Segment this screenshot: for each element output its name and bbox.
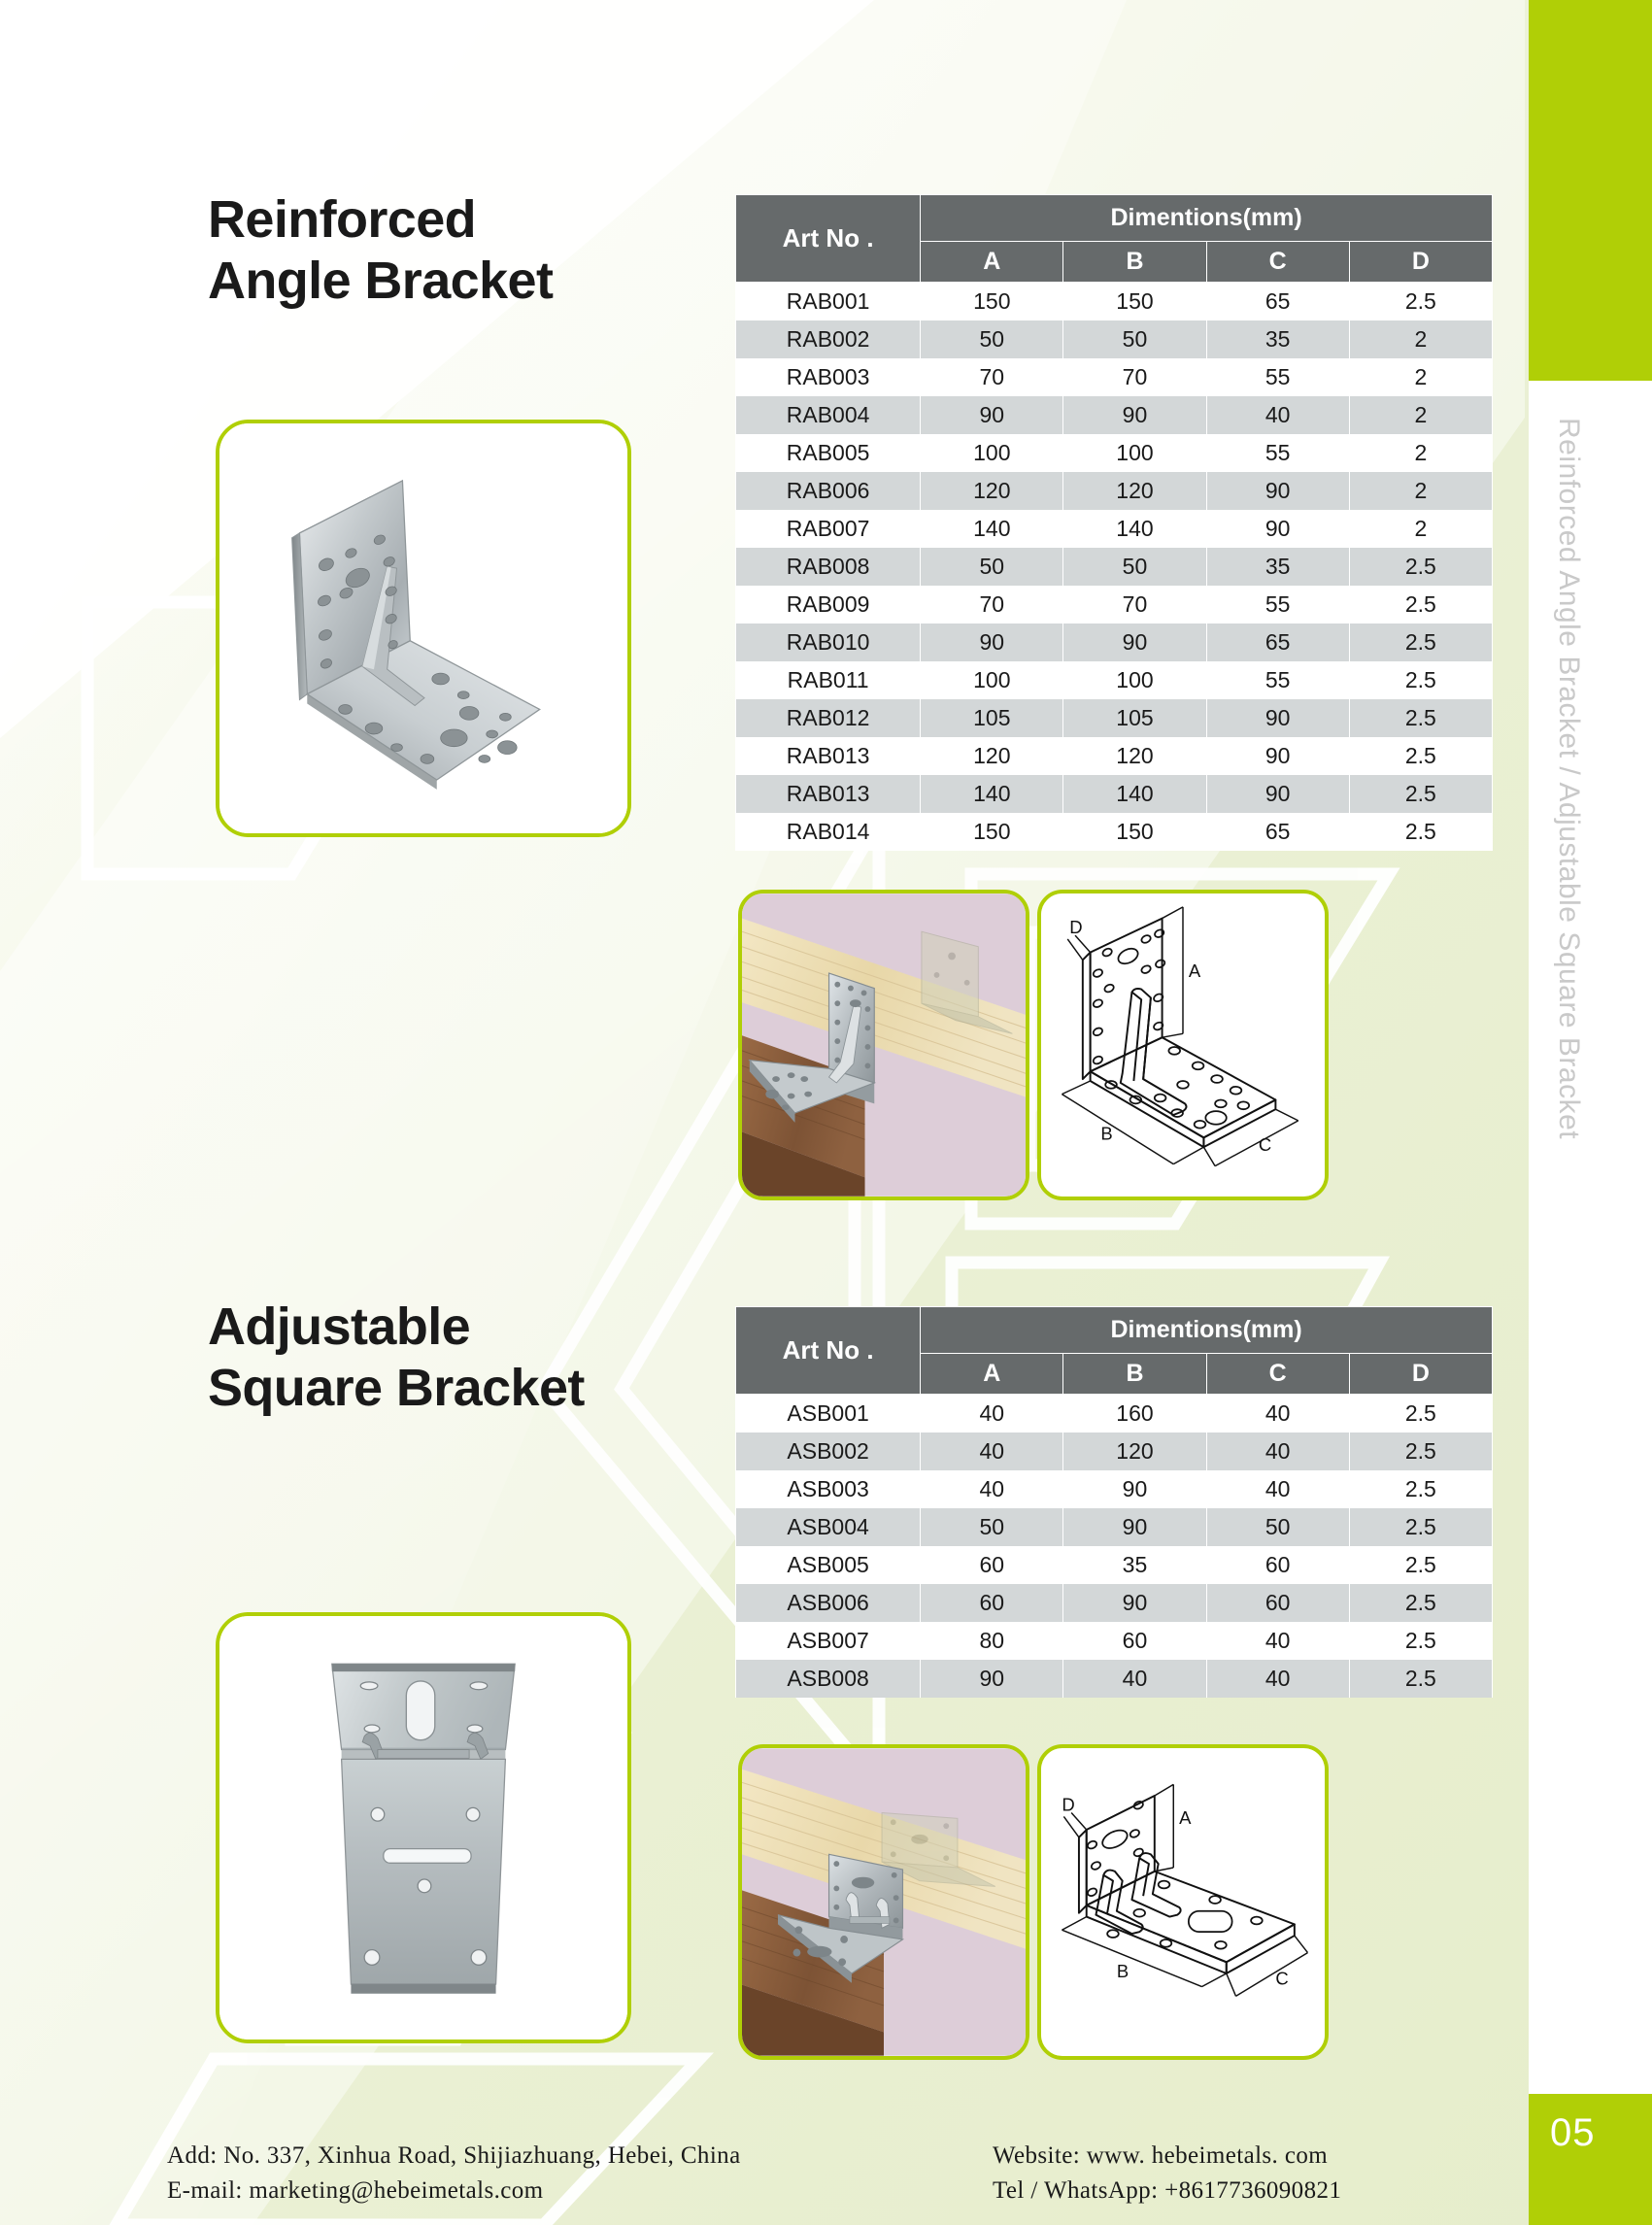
table1-cell-c: 90 xyxy=(1206,737,1349,775)
table1-cell-c: 55 xyxy=(1206,586,1349,624)
table1-cell-d: 2 xyxy=(1349,510,1492,548)
table2-cell-art: ASB004 xyxy=(736,1508,921,1546)
table2-dimensions-header: Dimentions(mm) xyxy=(921,1307,1493,1354)
table1-cell-d: 2 xyxy=(1349,396,1492,434)
table1-cell-c: 65 xyxy=(1206,283,1349,321)
table1-cell-a: 105 xyxy=(921,699,1063,737)
drawing1-label-c: C xyxy=(1258,1134,1272,1156)
table1-cell-c: 35 xyxy=(1206,320,1349,358)
table2-cell-d: 2.5 xyxy=(1349,1470,1492,1508)
drawing1-label-a: A xyxy=(1188,960,1201,981)
table1-cell-c: 90 xyxy=(1206,699,1349,737)
table1-cell-a: 150 xyxy=(921,813,1063,851)
adjustable-bracket-application-photo xyxy=(742,1748,1026,2056)
table2-cell-a: 40 xyxy=(921,1470,1063,1508)
table-row xyxy=(736,472,1493,510)
table1-cell-d: 2.5 xyxy=(1349,548,1492,586)
drawing1-label-b: B xyxy=(1100,1123,1113,1144)
table1-col-d: D xyxy=(1349,242,1492,283)
table2-cell-c: 40 xyxy=(1206,1433,1349,1470)
table-row xyxy=(736,624,1493,661)
table1-cell-b: 100 xyxy=(1063,434,1206,472)
table-row xyxy=(736,283,1493,321)
footer-tel: Tel / WhatsApp: +8617736090821 xyxy=(993,2176,1342,2204)
table1-cell-c: 65 xyxy=(1206,813,1349,851)
table-row xyxy=(736,1395,1493,1433)
table1-dimensions-header: Dimentions(mm) xyxy=(921,195,1493,242)
table1-cell-d: 2.5 xyxy=(1349,775,1492,813)
table1-cell-b: 120 xyxy=(1063,737,1206,775)
table1-cell-art: RAB001 xyxy=(736,283,921,321)
table1-cell-art: RAB014 xyxy=(736,813,921,851)
table2-cell-a: 60 xyxy=(921,1584,1063,1622)
table1-cell-d: 2 xyxy=(1349,358,1492,396)
section-1-heading-line-2: Angle Bracket xyxy=(208,251,554,310)
table2-col-a: A xyxy=(921,1354,1063,1395)
reinforced-angle-bracket-spec-table xyxy=(735,194,1493,851)
table2-cell-c: 40 xyxy=(1206,1622,1349,1660)
side-vertical-label: Reinforced Angle Bracket / Adjustable Square Bracket xyxy=(1553,418,1585,1140)
table2-cell-d: 2.5 xyxy=(1349,1584,1492,1622)
section-2-heading-line-2: Square Bracket xyxy=(208,1358,585,1417)
table1-cell-b: 90 xyxy=(1063,396,1206,434)
table2-cell-d: 2.5 xyxy=(1349,1395,1492,1433)
table2-cell-art: ASB007 xyxy=(736,1622,921,1660)
adjustable-bracket-application-photo-card xyxy=(738,1744,1029,2060)
table1-cell-c: 90 xyxy=(1206,510,1349,548)
footer-email[interactable]: E-mail: marketing@hebeimetals.com xyxy=(167,2176,544,2204)
table1-cell-a: 120 xyxy=(921,737,1063,775)
table2-cell-a: 90 xyxy=(921,1660,1063,1698)
table1-cell-a: 140 xyxy=(921,510,1063,548)
table2-art-no-header: Art No . xyxy=(736,1307,921,1395)
table-row xyxy=(736,1433,1493,1470)
table1-cell-art: RAB009 xyxy=(736,586,921,624)
table1-col-c: C xyxy=(1206,242,1349,283)
table1-cell-a: 50 xyxy=(921,548,1063,586)
table2-cell-b: 90 xyxy=(1063,1470,1206,1508)
table2-cell-c: 60 xyxy=(1206,1546,1349,1584)
footer-right-column xyxy=(993,2139,1341,2208)
table1-cell-d: 2 xyxy=(1349,434,1492,472)
section-1-heading-line-1: Reinforced xyxy=(208,190,477,249)
reinforced-bracket-application-photo-card xyxy=(738,890,1029,1200)
table1-cell-b: 105 xyxy=(1063,699,1206,737)
table-row xyxy=(736,396,1493,434)
table1-cell-c: 90 xyxy=(1206,472,1349,510)
section-2-heading xyxy=(208,1297,585,1418)
table1-cell-a: 140 xyxy=(921,775,1063,813)
table1-cell-art: RAB013 xyxy=(736,775,921,813)
table2-cell-b: 160 xyxy=(1063,1395,1206,1433)
table-row xyxy=(736,1660,1493,1698)
table-row xyxy=(736,1470,1493,1508)
reinforced-angle-bracket-photo xyxy=(219,423,627,833)
table-row xyxy=(736,699,1493,737)
table-row xyxy=(736,1546,1493,1584)
table1-cell-d: 2.5 xyxy=(1349,661,1492,699)
table2-cell-b: 60 xyxy=(1063,1622,1206,1660)
table-row xyxy=(736,358,1493,396)
table1-cell-c: 55 xyxy=(1206,661,1349,699)
reinforced-bracket-drawing-card xyxy=(1037,890,1329,1200)
drawing2-label-c: C xyxy=(1275,1968,1289,1989)
table-row xyxy=(736,1508,1493,1546)
table1-cell-art: RAB003 xyxy=(736,358,921,396)
table2-col-d: D xyxy=(1349,1354,1492,1395)
adjustable-square-bracket-photo-card xyxy=(216,1612,631,2043)
table1-cell-a: 150 xyxy=(921,283,1063,321)
table-row xyxy=(736,1622,1493,1660)
section-1-heading xyxy=(208,189,553,311)
table1-cell-b: 50 xyxy=(1063,320,1206,358)
table2-cell-d: 2.5 xyxy=(1349,1622,1492,1660)
table2-cell-a: 80 xyxy=(921,1622,1063,1660)
adjustable-square-bracket-spec-table xyxy=(735,1306,1493,1698)
table1-cell-c: 55 xyxy=(1206,434,1349,472)
drawing2-label-a: A xyxy=(1179,1807,1192,1829)
table2-cell-art: ASB005 xyxy=(736,1546,921,1584)
table1-col-a: A xyxy=(921,242,1063,283)
table1-cell-art: RAB012 xyxy=(736,699,921,737)
table1-cell-art: RAB002 xyxy=(736,320,921,358)
drawing2-label-d: D xyxy=(1062,1794,1075,1815)
table1-cell-a: 70 xyxy=(921,358,1063,396)
table1-cell-b: 140 xyxy=(1063,510,1206,548)
table1-cell-b: 90 xyxy=(1063,624,1206,661)
table1-cell-d: 2.5 xyxy=(1349,624,1492,661)
table1-cell-art: RAB011 xyxy=(736,661,921,699)
table1-cell-a: 90 xyxy=(921,624,1063,661)
table1-cell-d: 2 xyxy=(1349,320,1492,358)
table1-cell-art: RAB007 xyxy=(736,510,921,548)
table1-cell-a: 70 xyxy=(921,586,1063,624)
table1-cell-d: 2.5 xyxy=(1349,283,1492,321)
table2-cell-art: ASB001 xyxy=(736,1395,921,1433)
reinforced-angle-bracket-photo-card xyxy=(216,420,631,837)
table1-cell-b: 120 xyxy=(1063,472,1206,510)
table-row xyxy=(736,510,1493,548)
table2-cell-art: ASB006 xyxy=(736,1584,921,1622)
table-row xyxy=(736,586,1493,624)
table1-cell-d: 2.5 xyxy=(1349,737,1492,775)
section-2-heading-line-1: Adjustable xyxy=(208,1298,471,1356)
top-green-accent-bar xyxy=(1529,0,1652,381)
table1-cell-b: 150 xyxy=(1063,813,1206,851)
table1-cell-c: 40 xyxy=(1206,396,1349,434)
table1-col-b: B xyxy=(1063,242,1206,283)
table1-cell-d: 2 xyxy=(1349,472,1492,510)
table-row xyxy=(736,548,1493,586)
table2-cell-a: 40 xyxy=(921,1433,1063,1470)
adjustable-square-bracket-photo xyxy=(219,1616,627,2040)
drawing1-label-d: D xyxy=(1069,917,1083,938)
table1-cell-d: 2.5 xyxy=(1349,699,1492,737)
footer-left-column xyxy=(167,2139,741,2208)
adjustable-bracket-drawing-card xyxy=(1037,1744,1329,2060)
table1-cell-d: 2.5 xyxy=(1349,813,1492,851)
table2-col-c: C xyxy=(1206,1354,1349,1395)
table1-cell-a: 120 xyxy=(921,472,1063,510)
table1-cell-b: 100 xyxy=(1063,661,1206,699)
table1-cell-a: 100 xyxy=(921,434,1063,472)
table2-cell-d: 2.5 xyxy=(1349,1660,1492,1698)
table-row xyxy=(736,434,1493,472)
table2-cell-c: 40 xyxy=(1206,1470,1349,1508)
table-row xyxy=(736,737,1493,775)
table1-cell-b: 70 xyxy=(1063,358,1206,396)
table2-cell-b: 90 xyxy=(1063,1584,1206,1622)
table-row xyxy=(736,775,1493,813)
table2-cell-b: 120 xyxy=(1063,1433,1206,1470)
table2-cell-b: 40 xyxy=(1063,1660,1206,1698)
table2-cell-a: 60 xyxy=(921,1546,1063,1584)
table1-cell-c: 35 xyxy=(1206,548,1349,586)
table1-cell-art: RAB006 xyxy=(736,472,921,510)
table1-cell-art: RAB013 xyxy=(736,737,921,775)
table1-cell-a: 50 xyxy=(921,320,1063,358)
table1-cell-art: RAB005 xyxy=(736,434,921,472)
table1-cell-c: 90 xyxy=(1206,775,1349,813)
table-row xyxy=(736,1584,1493,1622)
table2-cell-art: ASB002 xyxy=(736,1433,921,1470)
table2-cell-c: 60 xyxy=(1206,1584,1349,1622)
table2-cell-c: 50 xyxy=(1206,1508,1349,1546)
table2-col-b: B xyxy=(1063,1354,1206,1395)
table2-cell-d: 2.5 xyxy=(1349,1433,1492,1470)
reinforced-bracket-technical-drawing xyxy=(1041,893,1325,1197)
table1-cell-b: 140 xyxy=(1063,775,1206,813)
table2-cell-d: 2.5 xyxy=(1349,1546,1492,1584)
table-row xyxy=(736,320,1493,358)
table2-cell-art: ASB003 xyxy=(736,1470,921,1508)
table1-cell-c: 65 xyxy=(1206,624,1349,661)
table2-cell-c: 40 xyxy=(1206,1395,1349,1433)
drawing2-label-b: B xyxy=(1116,1960,1129,1981)
table1-cell-c: 55 xyxy=(1206,358,1349,396)
table1-cell-art: RAB010 xyxy=(736,624,921,661)
table2-cell-a: 50 xyxy=(921,1508,1063,1546)
reinforced-bracket-application-photo xyxy=(742,893,1026,1197)
table2-cell-b: 90 xyxy=(1063,1508,1206,1546)
table2-cell-art: ASB008 xyxy=(736,1660,921,1698)
table1-art-no-header: Art No . xyxy=(736,195,921,283)
page-number: 05 xyxy=(1550,2111,1596,2154)
table1-cell-art: RAB004 xyxy=(736,396,921,434)
table1-cell-art: RAB008 xyxy=(736,548,921,586)
table1-cell-d: 2.5 xyxy=(1349,586,1492,624)
table-row xyxy=(736,813,1493,851)
table2-cell-a: 40 xyxy=(921,1395,1063,1433)
table1-cell-a: 100 xyxy=(921,661,1063,699)
table1-cell-a: 90 xyxy=(921,396,1063,434)
table2-cell-d: 2.5 xyxy=(1349,1508,1492,1546)
footer-address: Add: No. 337, Xinhua Road, Shijiazhuang, Hebei, China xyxy=(167,2142,741,2169)
footer-website[interactable]: Website: www. hebeimetals. com xyxy=(993,2142,1329,2169)
table-row xyxy=(736,661,1493,699)
table1-cell-b: 150 xyxy=(1063,283,1206,321)
table1-cell-b: 50 xyxy=(1063,548,1206,586)
table2-cell-b: 35 xyxy=(1063,1546,1206,1584)
page-footer xyxy=(0,2133,1529,2225)
table2-cell-c: 40 xyxy=(1206,1660,1349,1698)
adjustable-bracket-technical-drawing xyxy=(1041,1748,1325,2056)
table1-cell-b: 70 xyxy=(1063,586,1206,624)
